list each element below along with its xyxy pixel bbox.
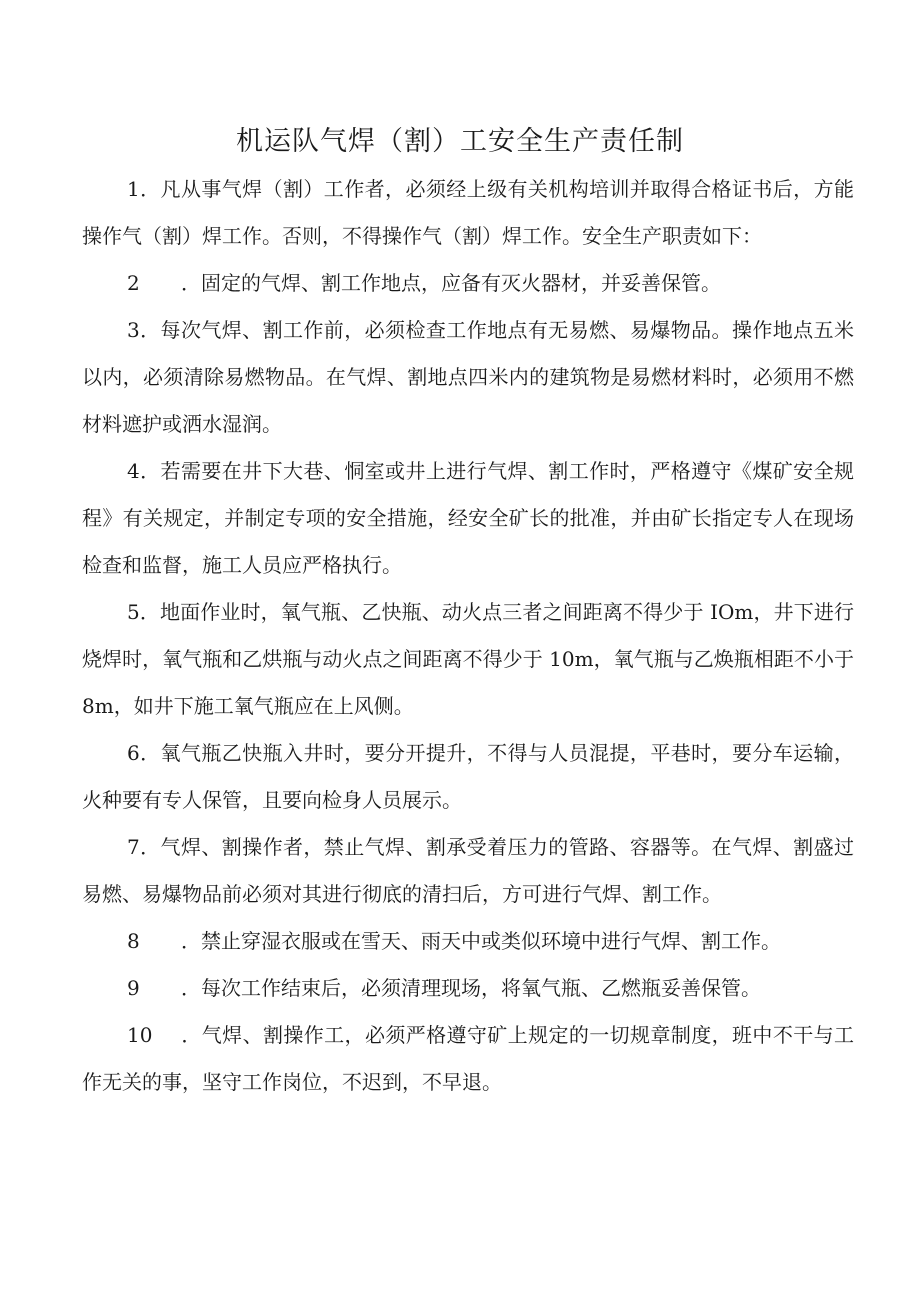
paragraph-text: ．气焊、割操作者，禁止气焊、割承受着压力的管路、容器等。在气焊、割盛过易燃、易爆物品前必须对其进行彻底的清扫后，方可进行气焊、割工作。 bbox=[82, 835, 854, 906]
paragraph-text: ．气焊、割操作工，必须严格遵守矿上规定的一切规章制度，班中不干与工作无关的事，坚守工作岗位，不迟到，不早退。 bbox=[82, 1023, 854, 1094]
paragraph-1 bbox=[82, 166, 854, 260]
paragraph-text: ．凡从事气焊（割）工作者，必须经上级有关机构培训并取得合格证书后，方能操作气（割）焊工作。否则，不得操作气（割）焊工作。安全生产职责如下： bbox=[82, 177, 854, 248]
paragraph-number: 5 bbox=[127, 600, 140, 624]
paragraph-5 bbox=[82, 589, 854, 730]
paragraph-3 bbox=[82, 307, 854, 448]
paragraph-number: 3 bbox=[127, 318, 140, 342]
paragraph-6 bbox=[82, 730, 854, 824]
document-title: 机运队气焊（割）工安全生产责任制 bbox=[236, 126, 684, 157]
paragraph-text: ．若需要在井下大巷、恫室或井上进行气焊、割工作时，严格遵守《煤矿安全规程》有关规定，并制定专项的安全措施，经安全矿长的批准，并由矿长指定专人在现场检查和监督，施工人员应严格执行。 bbox=[82, 459, 854, 577]
paragraph-text: ．每次气焊、割工作前，必须检查工作地点有无易燃、易爆物品。操作地点五米以内，必须清除易燃物品。在气焊、割地点四米内的建筑物是易燃材料时，必须用不燃材料遮护或洒水湿润。 bbox=[82, 318, 854, 436]
paragraph-text: ．每次工作结束后，必须清理现场，将氧气瓶、乙燃瓶妥善保管。 bbox=[181, 976, 761, 1000]
paragraph-9 bbox=[82, 965, 854, 1012]
paragraph-number: 9 bbox=[127, 976, 140, 1000]
paragraph-text: ．固定的气焊、割工作地点，应备有灭火器材，并妥善保管。 bbox=[181, 271, 721, 295]
paragraph-number: 10 bbox=[127, 1023, 153, 1047]
paragraph-4 bbox=[82, 448, 854, 589]
paragraph-10 bbox=[82, 1012, 854, 1106]
paragraph-text: ．氧气瓶乙快瓶入井时，要分开提升，不得与人员混提，平巷时，要分车运输，火种要有专人保管，且要向检身人员展示。 bbox=[82, 741, 854, 812]
paragraph-number: 8 bbox=[127, 929, 140, 953]
paragraph-7 bbox=[82, 824, 854, 918]
paragraph-number: 1 bbox=[127, 177, 140, 201]
document-body bbox=[82, 166, 854, 1106]
paragraph-number: 6 bbox=[127, 741, 140, 765]
paragraph-text: ．禁止穿湿衣服或在雪天、雨天中或类似环境中进行气焊、割工作。 bbox=[181, 929, 781, 953]
paragraph-text: ．地面作业时，氧气瓶、乙快瓶、动火点三者之间距离不得少于 IOm，井下进行烧焊时，氧气瓶和乙烘瓶与动火点之间距离不得少于 10m，氧气瓶与乙焕瓶相距不小于 8m，如井下施工氧气瓶应在上风侧。 bbox=[82, 600, 854, 718]
paragraph-number: 4 bbox=[127, 459, 140, 483]
paragraph-number: 2 bbox=[127, 271, 140, 295]
paragraph-2 bbox=[82, 260, 854, 307]
paragraph-8 bbox=[82, 918, 854, 965]
paragraph-number: 7 bbox=[127, 835, 140, 859]
